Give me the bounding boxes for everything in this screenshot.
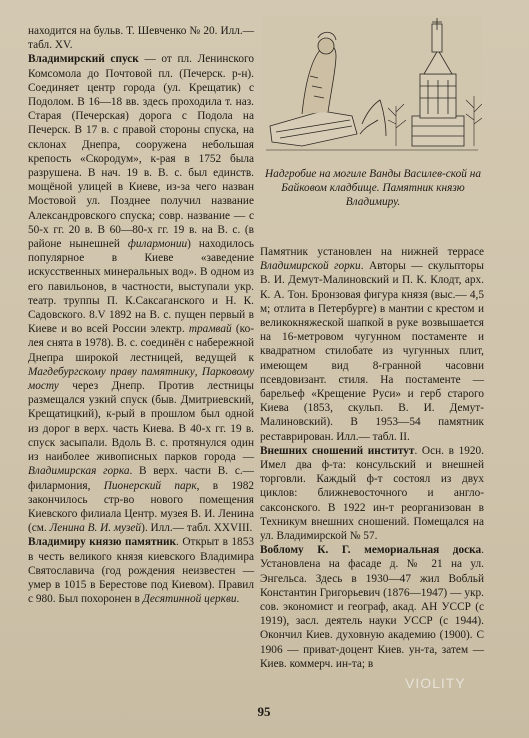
figure-caption: Надгробие на могиле Ванды Василев-ской на Байковом кладбище. Памятник князю Владимиру.: [265, 168, 481, 209]
entry-monument-continued: Памятник установлен на нижней террасе Владимирской горки. Авторы — скульпторы В. И. Демут-Малиновский и П. К. Клодт, арх. К. А. Тон. Бронзовая фигура князя (выс.— 4,5 м; отлита в Петербурге) в мантии с крестом и великокняжеской шапкой в руке возвышается на 16-метровом чугунном постаменте и квадратном стилобате из чугунных плит, имеющем вид 8-гранной часовни псевдовизант. стиля. На постаменте — барельеф «Крещение Руси» и герб старого Киева (1853, скульп. В. И. Демут-Малиновский). В 1953—54 памятник реставрирован. Илл.— табл. II.: [260, 246, 485, 443]
watermark-logo: VIOLITY: [405, 675, 466, 691]
left-column: [28, 24, 254, 606]
page-number: 95: [257, 704, 271, 719]
entry-vladimir-monument: Владимиру князю памятник. Открыт в 1853 в честь великого князя киевского Владимира Святославича (год рождения неизвестен — умер в 1015 в Берестове под Киевом). Правил с 980. Был похоронен в Десятинной церкви.: [28, 536, 254, 606]
figure-illustration: [262, 16, 482, 164]
entry-continuation: находится на бульв. Т. Шевченко № 20. Илл.— табл. XV.: [28, 25, 254, 52]
entry-vladimirsky-spusk: Владимирский спуск — от пл. Ленинского Комсомола до Почтовой пл. (Печерск. р-н). Соединяет центр города (ул. Крещатик) с Подолом. В 16—18 вв. здесь проходила т. наз. Старая (Печерская) дорога с Подола на Печерск. В 17 в. с правой стороны спуска, на склонах Днепра, сооружена небольшая крепость «Скородум», к-рая в 1752 была разрушена. В нач. 19 в. В. с. был единств. мощёной улицей в Киеве, из-за чего назван Мостовой ул. Позднее получил название Александровского спуска; совр. название — с 50-х гг. 20 в. В 60—80-х гг. 19 в. на В. с. (в районе нынешней филармонии) находилось популярное в Киеве «заведение искусственных минеральных вод». В одном из его павильонов, в частности, выступали укр. театр. труппы П. К.Саксаганского и Н. К. Садовского. 8.V 1892 на В. с. пущен первый в Киеве и во всей России электр. трамвай (ко-лея снята в 1978). В. с. соединён с набережной Днепра широкой лестницей, ведущей к Магдебургскому праву памятнику, Парковому мосту через Днепр. Против лестницы размещался узкий спуск (быв. Дмитриевский, Крещатицкий), к-рый в прошлом был одной из дорог в верх. часть Киева. В 40-х гг. 19 в. спуск засыпали. Вдоль В. с. протянулся один из наиболее живописных парков города — Владимирская горка. В верх. части В. с.— филармония, Пионерский парк, в 1982 закончилось стр-во нового помещения Киевского филиала Центр. музея В. И. Ленина (см. Ленина В. И. музей). Илл.— табл. XXVIII.: [28, 53, 255, 535]
entry-voblyi-memorial-plaque: Воблому К. Г. мемориальная доска. Установлена на фасаде д. № 21 на ул. Энгельса. Здесь в 1930—47 жил Вобльй Константин Григорьевич (1876—1947) — укр. сов. экономист и географ, акад. АН УССР (с 1919), засл. деятель науки УССР (с 1944). Окончил Киев. духовную академию (1900). С 1906 — приват-доцент Киев. ун-та, затем — Киев. коммерч. ин-та; в: [260, 544, 484, 670]
right-column: [260, 245, 484, 671]
entry-foreign-relations-institute: Внешних сношений институт. Осн. в 1920. Имел два ф-та: консульский и внешней торговли. Каждый ф-т состоял из двух циклов: ближневосточного и англо-саксонского. В 1922 ин-т реорганизован в Техникум внешних сношений. Помещался на ул. Владимирской № 57.: [260, 444, 484, 543]
monument-sketch-illustration: [262, 16, 482, 164]
